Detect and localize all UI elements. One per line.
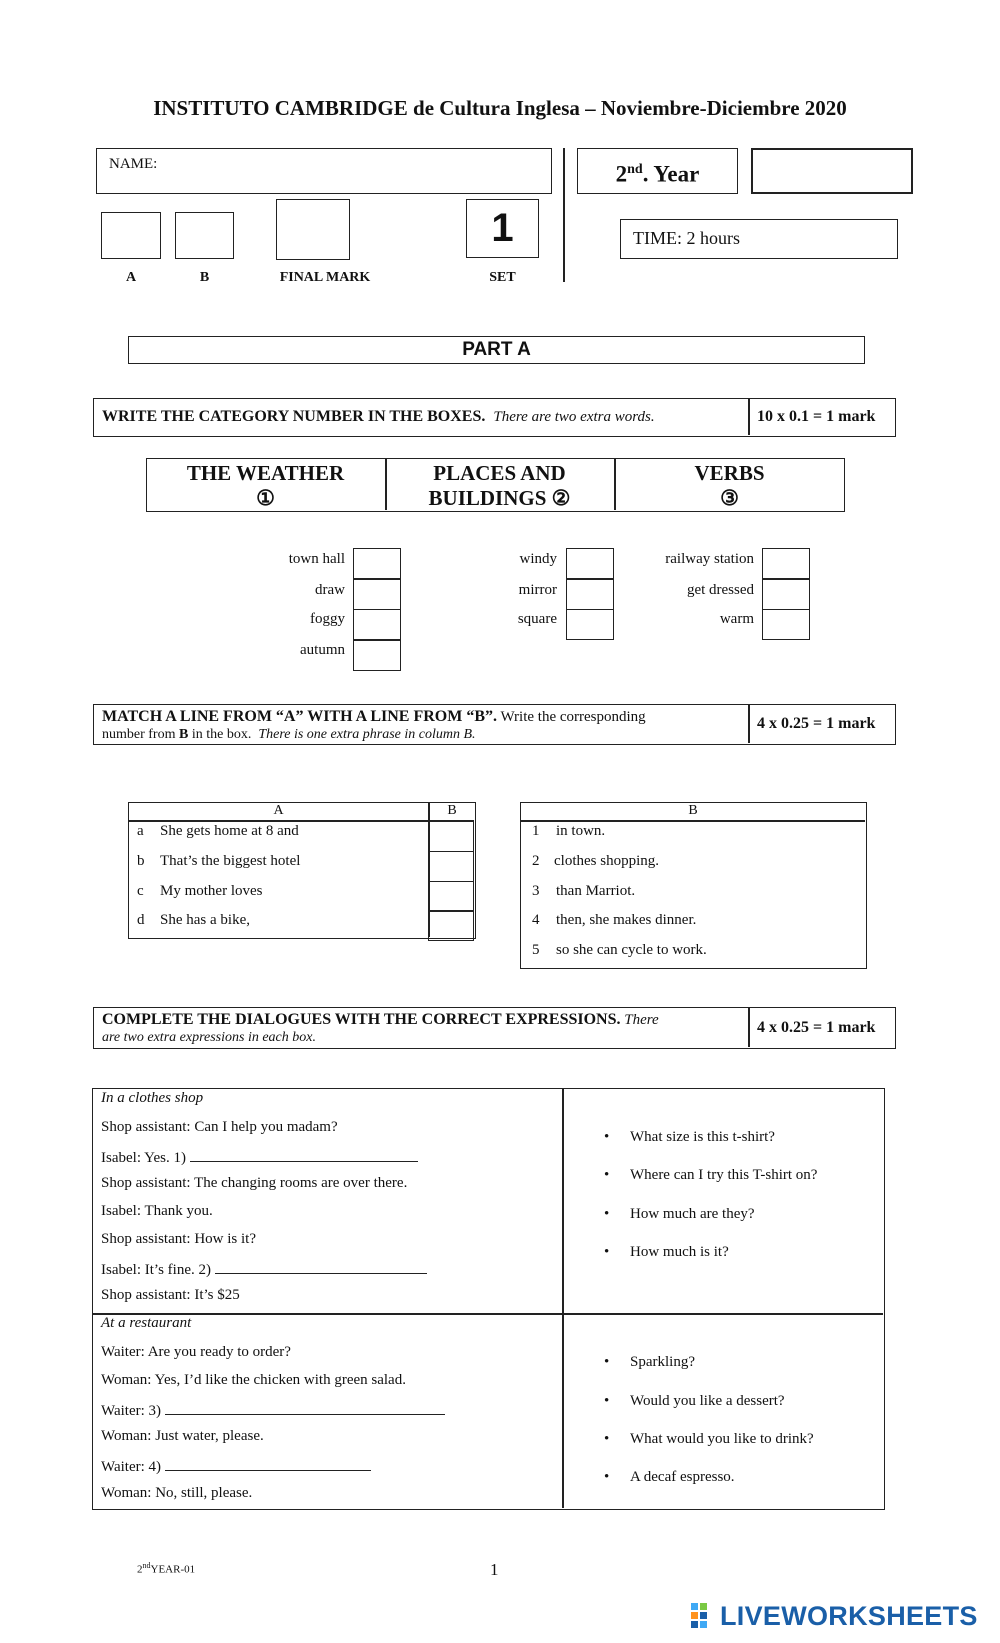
table-row: d She has a bike, (137, 912, 250, 928)
word-item: get dressed (686, 582, 754, 598)
word-item: warm (719, 611, 754, 627)
dialogue-line: Isabel: Yes. 1) (101, 1147, 418, 1167)
answer-blank-4[interactable] (165, 1456, 371, 1471)
section2-mark: 4 x 0.25 = 1 mark (757, 715, 876, 732)
section1-instruction-bold: WRITE THE CATEGORY NUMBER IN THE BOXES. (102, 408, 486, 425)
section1-mark: 10 x 0.1 = 1 mark (757, 408, 876, 425)
year-text: . Year (642, 161, 700, 187)
dialogue-line: Isabel: Thank you. (101, 1203, 213, 1219)
set-box (466, 199, 539, 258)
word-item: railway station (665, 551, 754, 567)
answer-blank-1[interactable] (190, 1147, 418, 1162)
dialogue-line: Waiter: 3) (101, 1400, 445, 1420)
list-item: 3 than Marriot. (532, 883, 636, 899)
section3-mark: 4 x 0.25 = 1 mark (757, 1019, 876, 1036)
dialogue-line: Woman: Just water, please. (101, 1428, 264, 1444)
year-extra-box[interactable] (751, 148, 913, 194)
score-a-box[interactable] (101, 212, 161, 259)
dialogue-line: Shop assistant: It’s $25 (101, 1287, 240, 1303)
year-suffix: nd (627, 162, 643, 177)
answer-box[interactable] (762, 609, 810, 640)
section3-instruction: COMPLETE THE DIALOGUES WITH THE CORRECT EXPRESSIONS. There are two extra expressions in each box. 4 x 0.25 = 1 mark (93, 1007, 896, 1049)
section3-instruction-bold: COMPLETE THE DIALOGUES WITH THE CORRECT EXPRESSIONS. (102, 1011, 621, 1028)
answer-box[interactable] (566, 579, 614, 610)
score-a-label: A (125, 270, 137, 285)
dialogue-line: Woman: No, still, please. (101, 1485, 253, 1501)
option-item: • A decaf espresso. (630, 1469, 735, 1486)
time-text: TIME: 2 hours (633, 228, 740, 248)
header-divider (563, 148, 565, 282)
section1-instruction-italic: There are two extra words. (493, 409, 655, 425)
list-item: 1 in town. (532, 823, 606, 839)
liveworksheets-icon (690, 1602, 718, 1630)
match-answer-box[interactable] (428, 821, 474, 852)
word-item: square (517, 611, 557, 627)
dialogue-line: Shop assistant: The changing rooms are over there. (101, 1175, 408, 1191)
option-item: • How much are they? (630, 1206, 755, 1223)
section2-instruction: MATCH A LINE FROM “A” WITH A LINE FROM “B”. Write the corresponding number from B in the box. There is one extra phrase in column B. 4 x 0.25 = 1 mark (93, 704, 896, 745)
name-field[interactable] (96, 148, 552, 194)
dialogue-line: Isabel: It’s fine. 2) (101, 1259, 427, 1279)
match-answer-box[interactable] (428, 881, 474, 912)
table-row: a She gets home at 8 and (137, 823, 299, 839)
option-item: • What would you like to drink? (630, 1431, 814, 1448)
answer-box[interactable] (762, 579, 810, 610)
word-item: foggy (310, 611, 345, 627)
section2-instruction-bold: MATCH A LINE FROM “A” WITH A LINE FROM “B”. (102, 708, 497, 725)
table-row: c My mother loves (137, 883, 263, 899)
word-item: draw (315, 582, 345, 598)
part-heading: PART A (128, 336, 865, 364)
dialogue-line: Shop assistant: How is it? (101, 1231, 257, 1247)
document-title: INSTITUTO CAMBRIDGE de Cultura Inglesa – Noviembre-Diciembre 2020 (153, 96, 847, 120)
word-item: town hall (288, 551, 345, 567)
year-box (577, 148, 738, 194)
dialogue2-heading: At a restaurant (101, 1315, 192, 1331)
answer-box[interactable] (353, 579, 401, 610)
answer-blank-3[interactable] (165, 1400, 445, 1415)
list-item: 5 so she can cycle to work. (532, 942, 707, 958)
dialogue-line: Woman: Yes, I’d like the chicken with green salad. (101, 1372, 406, 1388)
option-item: • What size is this t-shirt? (630, 1129, 775, 1146)
answer-box[interactable] (353, 548, 401, 579)
footer-code: 2ndYEAR-01 (137, 1561, 196, 1576)
category-places: PLACES AND BUILDINGS ② (428, 461, 571, 510)
set-value: 1 (491, 206, 514, 250)
time-box (620, 219, 898, 259)
name-label: NAME: (109, 156, 158, 172)
option-item: • Would you like a dessert? (630, 1393, 785, 1410)
category-weather: THE WEATHER ① (186, 461, 345, 510)
word-item: autumn (300, 642, 345, 658)
match-answer-box[interactable] (428, 851, 474, 882)
final-mark-box[interactable] (276, 199, 350, 260)
word-item: mirror (518, 582, 557, 598)
option-item: • How much is it? (630, 1244, 729, 1261)
option-item: • Sparkling? (630, 1354, 695, 1371)
list-item: 2 clothes shopping. (532, 853, 659, 869)
dialogue-line: Waiter: Are you ready to order? (101, 1344, 291, 1360)
answer-box[interactable] (353, 640, 401, 671)
dialogue1-heading: In a clothes shop (101, 1090, 204, 1106)
section2-instruction-rest: Write the corresponding (497, 709, 646, 725)
score-b-label: B (199, 270, 210, 285)
list-item: 4 then, she makes dinner. (532, 912, 697, 928)
set-label: SET (489, 270, 516, 285)
answer-blank-2[interactable] (215, 1259, 427, 1274)
col-b2-header: B (688, 803, 698, 818)
option-item: • Where can I try this T-shirt on? (630, 1167, 817, 1184)
col-a-header: A (273, 803, 284, 818)
word-item: windy (519, 551, 557, 567)
table-row: b That’s the biggest hotel (137, 853, 301, 869)
col-b-header: B (447, 803, 457, 818)
match-answer-box[interactable] (428, 910, 474, 941)
section1-instruction (93, 398, 896, 437)
final-mark-label: FINAL MARK (279, 270, 371, 285)
answer-box[interactable] (762, 548, 810, 579)
answer-box[interactable] (353, 609, 401, 640)
brand-name: LIVEWORKSHEETS (720, 1600, 978, 1631)
answer-box[interactable] (566, 609, 614, 640)
liveworksheets-logo (690, 1600, 978, 1632)
dialogue-line: Waiter: 4) (101, 1456, 371, 1476)
score-b-box[interactable] (175, 212, 234, 259)
year-number: 2 (615, 161, 628, 187)
dialogue-line: Shop assistant: Can I help you madam? (101, 1119, 338, 1135)
section3-instruction-italic: There (620, 1012, 659, 1028)
category-verbs: VERBS ③ (694, 461, 765, 510)
answer-box[interactable] (566, 548, 614, 579)
page-number: 1 (490, 1560, 499, 1579)
